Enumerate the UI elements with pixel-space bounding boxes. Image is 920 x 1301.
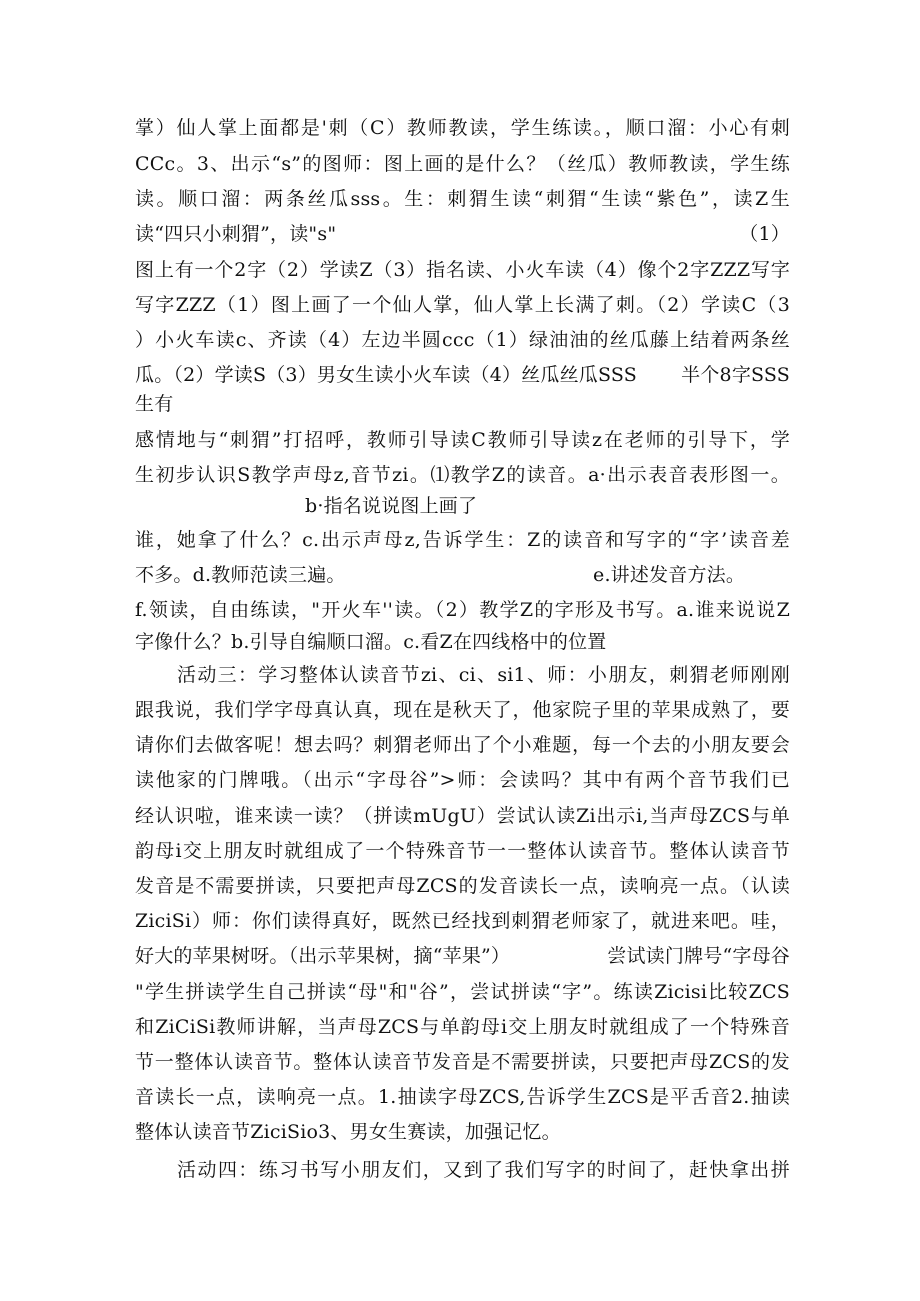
text-line: 发音是不需要拼读，只要把声母ZCS的发音读长一点，读响亮一点。（认读: [135, 875, 790, 897]
text-line-with-right-segment: [135, 363, 790, 387]
text-line: 字像什么？b.引导自编顺口溜。c.看Z在四线格中的位置: [135, 631, 607, 653]
text-line: 音读长一点，读响亮一点。1.抽读字母ZCS,告诉学生ZCS是平舌音2.抽读: [135, 1086, 790, 1108]
text-segment: 不多。d.教师范读三遍。: [135, 564, 346, 586]
text-segment-right: （1）: [739, 223, 790, 245]
text-line: 跟我说，我们学字母真认真，现在是秋天了，他家院子里的苹果成熟了，要: [135, 699, 790, 721]
text-line: "学生拼读学生自己拼读“母"和"谷”，尝试拼读“字”。练读Zicisi比较ZCS: [135, 981, 790, 1003]
text-line: CCc。3、出示“s”的图师：图上画的是什么？（丝瓜）教师教读，学生练: [135, 153, 790, 175]
text-line: 掌）仙人掌上面都是'刺（C）教师教读，学生练读。，顺口溜：小心有刺: [135, 117, 790, 139]
paragraph-first-line: 活动四：练习书写小朋友们，又到了我们写字的时间了，赶快拿出拼: [177, 1159, 790, 1181]
paragraph-first-line: 活动三：学习整体认读音节zi、ci、si1、师：小朋友，刺猬老师刚刚: [177, 664, 790, 686]
text-line: 生有: [135, 393, 174, 415]
text-line: 整体认读音节ZiciSio3、男女生赛读，加强记忆。: [135, 1121, 561, 1143]
text-segment-right: 半个8字SSS: [681, 364, 790, 386]
text-line: ）小火车读c、齐读（4）左边半圆ccc（1）绿油油的丝瓜藤上结着两条丝: [135, 329, 790, 351]
text-line: 感情地与“刺猬”打招呼，教师引导读C教师引导读z在老师的引导下，学: [135, 429, 790, 451]
text-line: 图上有一个2字（2）学读Z（3）指名读、小火车读（4）像个2字ZZZ写字: [135, 259, 790, 281]
text-line: f.领读，自由练读，"开火车''读。（2）教学Z的字形及书写。a.谁来说说Z: [135, 599, 790, 621]
text-line-with-right-segment: [135, 944, 790, 968]
text-line: 写字ZZZ（1）图上画了一个仙人掌，仙人掌上长满了刺。（2）学读C（3: [135, 294, 790, 316]
text-line: 韵母i交上朋友时就组成了一个特殊音节一一整体认读音节。整体认读音节: [135, 840, 790, 862]
text-segment: 瓜。（2）学读S（3）男女生读小火车读（4）丝瓜丝瓜SSS: [135, 364, 637, 386]
text-line: 生初步认识S教学声母z,音节zi。⑴教学Z的读音。a·出示表音表形图一。: [135, 464, 790, 486]
text-line-with-right-segment: [135, 222, 790, 246]
text-line: b·指名说说图上画了: [305, 495, 478, 517]
text-line: 谁，她拿了什么？c.出示声母z,告诉学生：Z的读音和写字的“字’读音差: [135, 529, 790, 551]
text-line: 经认识啦，谁来读一读？（拼读mUgU）尝试认读Zi出示i,当声母ZCS与单: [135, 805, 790, 827]
text-line: 读。顺口溜：两条丝瓜sss。生：刺猬生读“刺猬“生读“紫色”，读Z生: [135, 188, 790, 210]
text-segment: 好大的苹果树呀。（出示苹果树，摘“苹果”）: [135, 945, 511, 967]
text-line-with-right-segment: [135, 563, 790, 587]
text-segment: 读“四只小刺猬”，读"s": [135, 223, 337, 245]
text-line: 和ZiCiSi教师讲解，当声母ZCS与单韵母i交上朋友时就组成了一个特殊音: [135, 1016, 790, 1038]
text-line: 节一整体认读音节。整体认读音节发音是不需要拼读，只要把声母ZCS的发: [135, 1051, 790, 1073]
text-line: 读他家的门牌哦。（出示“字母谷”>师：会读吗？其中有两个音节我们已: [135, 769, 790, 791]
text-segment-right: 尝试读门牌号“字母谷: [607, 945, 790, 967]
text-line: ZiciSi）师：你们读得真好，既然已经找到刺猬老师家了，就进来吧。哇，: [135, 910, 790, 932]
text-segment-right: e.讲述发音方法。: [593, 564, 746, 586]
text-line: 请你们去做客呢！想去吗？刺猬老师出了个小难题，每一个去的小朋友要会: [135, 734, 790, 756]
